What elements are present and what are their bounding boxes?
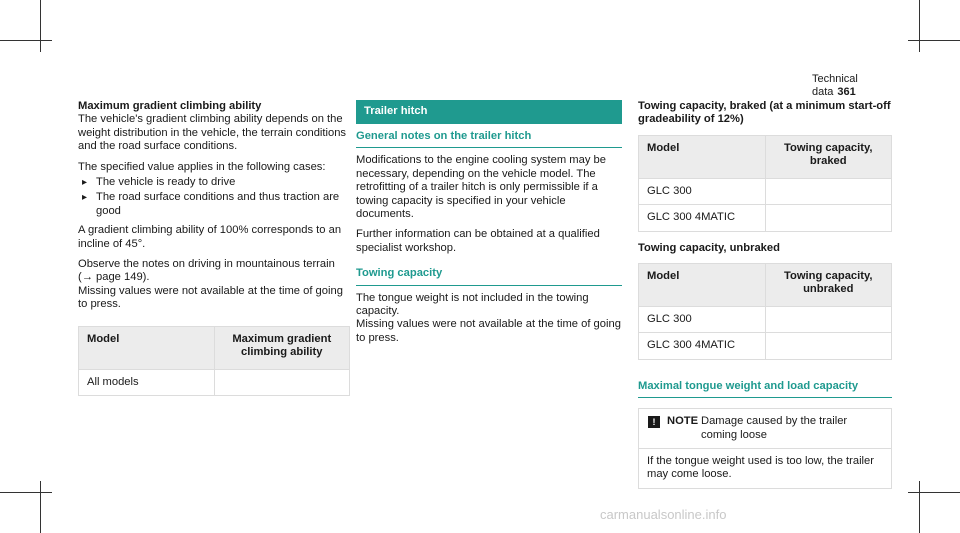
note-box — [638, 408, 892, 489]
table-header-value: Maximum gradient climbing ability — [214, 326, 350, 369]
column-1 — [78, 100, 350, 396]
towing-capacity-title: Towing capacity — [356, 267, 622, 285]
table-header-value: Towing capacity, unbraked — [765, 264, 892, 307]
table-row — [639, 205, 892, 231]
note-header — [639, 409, 891, 449]
note-body: If the tongue weight used is too low, the trailer may come loose. — [647, 455, 874, 481]
table-header-model: Model — [639, 264, 766, 307]
note-title: Damage caused by the trailer coming loose — [701, 415, 848, 441]
gradient-paragraph: The specified value applies in the following cases: — [78, 160, 326, 173]
braked-heading: Towing capacity, braked (at a minimum start-off gradeability of 12%) — [638, 100, 891, 126]
gradient-paragraph: The vehicle's gradient climbing ability depends on the weight distribution in the vehicle, the terrain conditions and the road surface conditions. — [78, 113, 347, 153]
crop-mark — [0, 492, 52, 493]
table-cell-value — [765, 307, 892, 333]
general-paragraph: Further information can be obtained at a qualified specialist workshop. — [356, 228, 600, 254]
crop-mark — [908, 492, 960, 493]
table-row — [79, 369, 350, 395]
unbraked-table — [638, 263, 892, 360]
table-cell-model: GLC 300 4MATIC — [639, 333, 766, 359]
general-notes-title: General notes on the trailer hitch — [356, 130, 622, 148]
crop-mark — [919, 481, 920, 533]
gradient-heading: Maximum gradient climbing ability — [78, 100, 262, 112]
column-2 — [356, 100, 622, 352]
warning-icon: ! — [648, 416, 660, 428]
gradient-paragraph: Missing values were not available at the time of going to press. — [78, 284, 343, 311]
table-cell-model: All models — [79, 369, 215, 395]
table-cell-model: GLC 300 — [639, 178, 766, 204]
table-header-model: Model — [639, 135, 766, 178]
crop-mark — [908, 40, 960, 41]
section-name: Technical data — [812, 73, 858, 99]
tongue-weight-title: Maximal tongue weight and load capacity — [638, 380, 892, 398]
section-bar: Trailer hitch — [356, 100, 622, 124]
crop-mark — [0, 40, 52, 41]
table-row — [639, 333, 892, 359]
braked-table — [638, 135, 892, 232]
unbraked-heading: Towing capacity, unbraked — [638, 241, 780, 254]
page-number: 361 — [837, 86, 856, 99]
general-paragraph: Modifications to the engine cooling system may be necessary, depending on the vehicle model. The retrofitting of a trailer hitch is only permissible if a towing capacity is specified in your vehicle documents. — [356, 154, 606, 221]
gradient-paragraph: A gradient climbing ability of 100% corresponds to an incline of 45°. — [78, 224, 342, 250]
table-cell-value — [214, 369, 350, 395]
table-row — [639, 178, 892, 204]
table-header-value: Towing capacity, braked — [765, 135, 892, 178]
table-cell-value — [765, 333, 892, 359]
watermark: carmanualsonline.info — [600, 507, 727, 522]
towing-paragraph: Missing values were not available at the time of going to press. — [356, 318, 621, 344]
running-header — [812, 73, 892, 100]
table-cell-model: GLC 300 4MATIC — [639, 205, 766, 231]
table-row — [639, 307, 892, 333]
table-cell-model: GLC 300 — [639, 307, 766, 333]
towing-paragraph: The tongue weight is not included in the towing capacity. — [356, 291, 589, 318]
crop-mark — [40, 481, 41, 533]
conditions-list — [78, 176, 350, 218]
list-item: ▸ The vehicle is ready to drive — [96, 176, 350, 189]
gradient-table — [78, 326, 350, 396]
table-header-model: Model — [79, 326, 215, 369]
table-cell-value — [765, 205, 892, 231]
column-3 — [638, 100, 892, 489]
crop-mark — [919, 0, 920, 52]
note-label: NOTE — [667, 415, 699, 428]
crop-mark — [40, 0, 41, 52]
table-cell-value — [765, 178, 892, 204]
list-item: ▸ The road surface conditions and thus traction are good — [96, 191, 350, 218]
mountainous-reference[interactable]: Observe the notes on driving in mountainous terrain (→ page 149). — [78, 258, 335, 284]
